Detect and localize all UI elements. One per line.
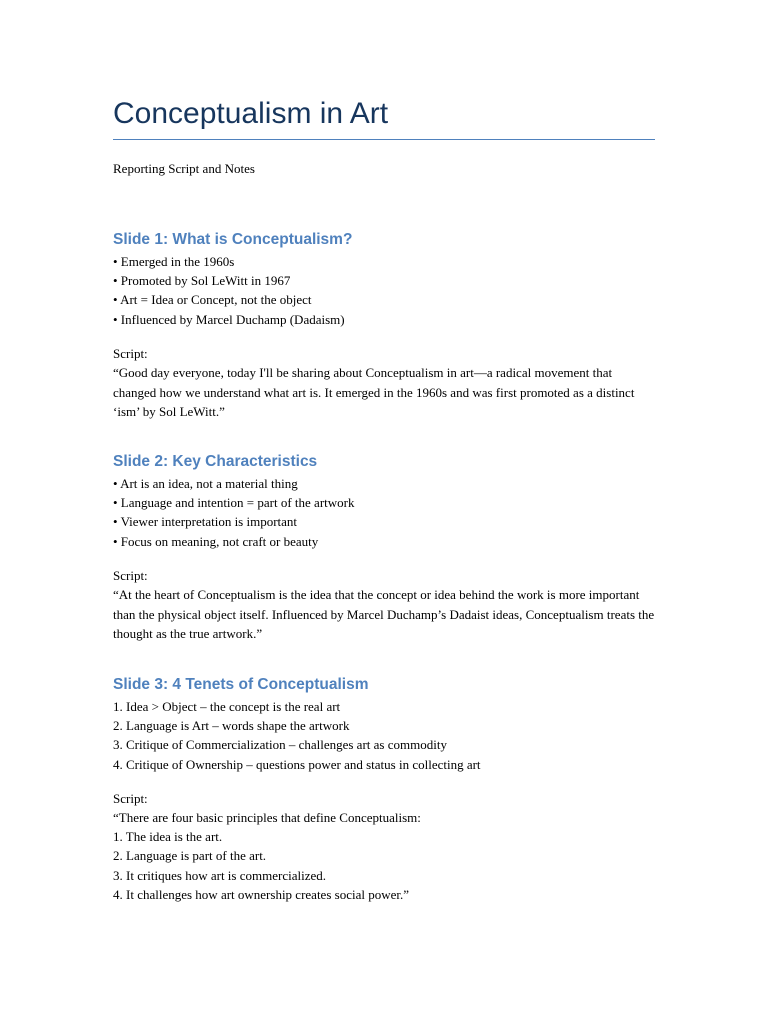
list-item: • Promoted by Sol LeWitt in 1967 [113,273,291,289]
slide-1-section [113,229,655,422]
script-line: 4. It challenges how art ownership creates social power.” [113,886,410,902]
slide-2-bullet-list [113,474,655,551]
slide-2-script-text: “At the heart of Conceptualism is the idea that the concept or idea behind the work is more important than the physical object itself. Influenced by Marcel Duchamp’s Dadaist ideas, Conceptualism treats the thought as the true artwork.” [113,587,655,642]
slide-2-section [113,451,655,644]
slide-1-script-label: Script: [113,345,148,361]
title-underline [113,139,655,140]
list-item: 4. Critique of Ownership – questions power and status in collecting art [113,756,481,772]
list-item: • Art = Idea or Concept, not the object [113,292,312,308]
list-item: 2. Language is Art – words shape the artwork [113,718,350,734]
slide-1-heading: Slide 1: What is Conceptualism? [113,231,353,248]
slide-3-script-text [113,808,655,904]
slide-2-heading: Slide 2: Key Characteristics [113,453,318,470]
list-item: 3. Critique of Commercialization – challenges art as commodity [113,737,447,753]
slide-3-section [113,674,655,904]
script-line: 2. Language is part of the art. [113,848,267,864]
list-item: • Emerged in the 1960s [113,254,235,269]
list-item: • Influenced by Marcel Duchamp (Dadaism) [113,311,345,327]
slide-2-script-label: Script: [113,567,148,583]
document-title: Conceptualism in Art [113,97,389,130]
list-item: • Language and intention = part of the artwork [113,495,355,511]
list-item: • Art is an idea, not a material thing [113,476,298,491]
list-item: • Viewer interpretation is important [113,514,298,530]
slide-1-bullet-list [113,252,655,329]
script-line: “There are four basic principles that define Conceptualism: [113,810,421,826]
document-subtitle: Reporting Script and Notes [113,161,255,176]
list-item: • Focus on meaning, not craft or beauty [113,533,319,549]
slide-3-script-label: Script: [113,790,148,806]
slide-3-numbered-list [113,697,655,774]
script-line: 3. It critiques how art is commercialized. [113,867,326,883]
list-item: 1. Idea > Object – the concept is the real art [113,699,341,714]
slide-3-heading: Slide 3: 4 Tenets of Conceptualism [113,676,369,693]
slide-1-script-text: “Good day everyone, today I'll be sharing about Conceptualism in art—a radical movement that changed how we understand what art is. It emerged in the 1960s and was first promoted as a distinct ‘ism’ by Sol LeWitt.” [113,365,635,420]
script-line: 1. The idea is the art. [113,829,223,845]
